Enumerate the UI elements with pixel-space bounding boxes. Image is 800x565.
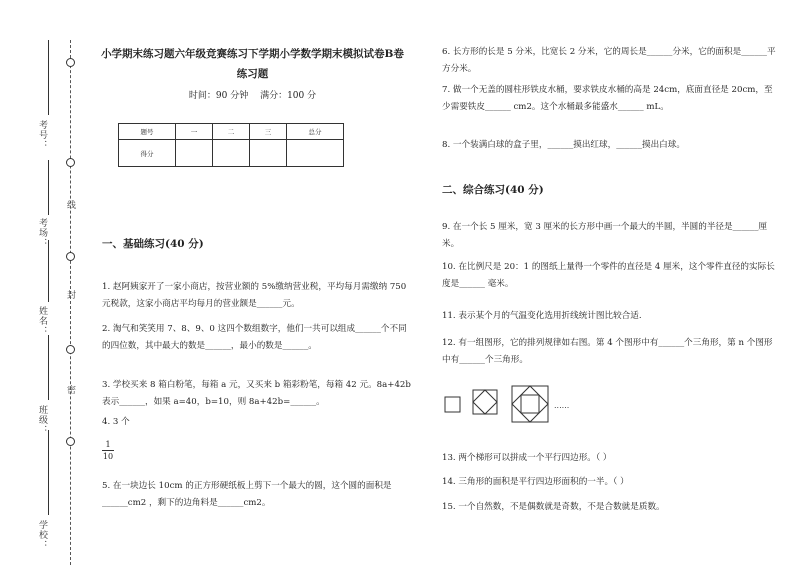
score-header-cell: 一 <box>176 124 213 140</box>
page-title: 小学期末练习题六年级竞赛练习下学期小学数学期末模拟试卷B卷练习题 <box>101 48 404 80</box>
pattern-figure <box>442 384 572 428</box>
figure-ellipsis: ...... <box>554 401 570 410</box>
score-cell[interactable] <box>176 140 213 167</box>
fill-line <box>48 160 49 215</box>
section-heading: 二、综合练习(40 分) <box>442 184 544 196</box>
score-table <box>118 123 344 167</box>
label-name: 姓名： <box>37 306 47 336</box>
seal-mark: 线 <box>65 200 75 209</box>
label-exam-number: 考号： <box>37 120 47 150</box>
score-header-cell: 三 <box>250 124 287 140</box>
fill-line <box>48 335 49 400</box>
score-header-cell: 总分 <box>287 124 344 140</box>
fraction-denominator: 10 <box>102 452 114 461</box>
question-4: 4. 3 个 <box>102 417 130 427</box>
question-9: 9. 在一个长 5 厘米，宽 3 厘米的长方形中画一个最大的半圆，半圆的半径是______厘米。 <box>442 222 767 249</box>
question-11: 11. 表示某个月的气温变化选用折线统计图比较合适. <box>442 311 642 321</box>
binding-hole <box>66 158 75 167</box>
fraction <box>102 440 114 461</box>
question-12: 12. 有一组图形，它的排列规律如右图。第 4 个图形中有______个三角形，第 n 个图形中有______个三角形。 <box>442 338 773 365</box>
question-1: 1. 赵阿姨家开了一家小商店，按营业额的 5%缴纳营业税，平均每月需缴纳 750 元税款，这家小商店平均每月的营业额是______元。 <box>102 282 407 309</box>
time-and-score: 时间：90 分钟 满分：100 分 <box>188 91 317 101</box>
question-13: 13. 两个梯形可以拼成一个平行四边形。（ ） <box>442 453 612 463</box>
figure-square-diamond <box>473 390 497 414</box>
figure-square <box>445 397 460 412</box>
label-exam-room: 考场： <box>37 218 47 248</box>
score-cell[interactable] <box>287 140 344 167</box>
binding-line <box>70 40 71 565</box>
score-header-cell: 二 <box>213 124 250 140</box>
score-cell[interactable] <box>250 140 287 167</box>
fill-line <box>48 240 49 302</box>
fill-line <box>48 40 49 115</box>
fraction-bar <box>102 450 114 451</box>
score-row-label: 得分 <box>119 140 176 167</box>
question-8: 8. 一个装满白球的盒子里，______摸出红球，______摸出白球。 <box>442 140 685 150</box>
seal-mark: 封 <box>65 290 75 299</box>
question-15: 15. 一个自然数，不是偶数就是奇数，不是合数就是质数。 <box>442 502 665 512</box>
score-cell[interactable] <box>213 140 250 167</box>
binding-hole <box>66 345 75 354</box>
section-heading: 一、基础练习(40 分) <box>102 238 204 250</box>
fill-line <box>48 430 49 515</box>
question-6: 6. 长方形的长是 5 分米，比宽长 2 分米，它的周长是______分米，它的面积是______平方分米。 <box>442 47 776 74</box>
question-5: 5. 在一块边长 10cm 的正方形硬纸板上剪下一个最大的圆，这个圆的面积是______cm2 ，剩下的边角料是______cm2。 <box>102 481 392 508</box>
binding-hole <box>66 437 75 446</box>
score-header-cell: 题号 <box>119 124 176 140</box>
seal-mark: 密 <box>65 385 75 394</box>
question-7: 7. 做一个无盖的圆柱形铁皮水桶，要求铁皮水桶的高是 24cm，底面直径是 20cm，至少需要铁皮______ cm2。这个水桶最多能盛水______ mL。 <box>442 85 773 112</box>
question-2: 2. 淘气和笑笑用 7、8、9、0 这四个数组数字，他们一共可以组成______个不同的四位数，其中最大的数是______，最小的数是______。 <box>102 324 407 351</box>
question-3: 3. 学校买来 8 箱白粉笔，每箱 a 元，又买来 b 箱彩粉笔，每箱 42 元。8a+42b 表示______，如果 a=40，b=10，则 8a+42b=______。 <box>102 380 411 407</box>
label-school: 学校： <box>37 520 47 550</box>
question-14: 14. 三角形的面积是平行四边形面积的一半。（ ） <box>442 477 629 487</box>
fraction-numerator: 1 <box>105 440 111 449</box>
question-10: 10. 在比例尺是 20：1 的图纸上量得一个零件的直径是 4 厘米，这个零件直径的实际长度是______ 毫米。 <box>442 262 775 289</box>
binding-hole <box>66 252 75 261</box>
label-class: 班级： <box>37 405 47 435</box>
binding-hole <box>66 58 75 67</box>
figure-nested <box>512 386 548 422</box>
